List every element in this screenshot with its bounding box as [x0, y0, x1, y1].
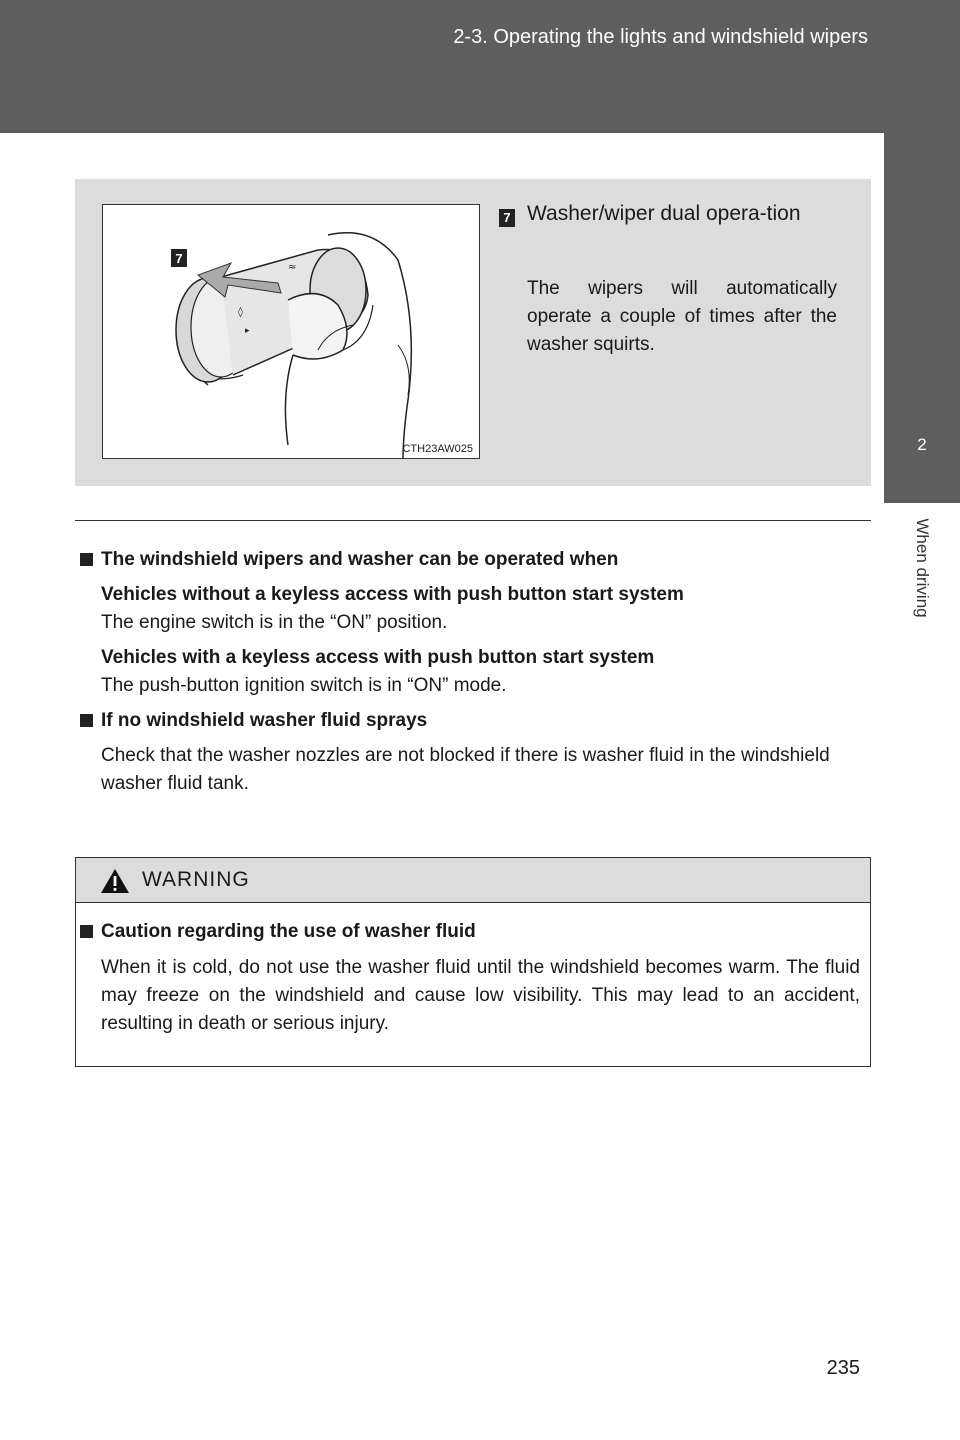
notes-section — [80, 546, 870, 798]
svg-text:≈: ≈ — [288, 262, 297, 273]
step-description: The wipers will automatically operate a couple of times after the washer squirts. — [527, 278, 837, 355]
note-text: The push-button ignition switch is in “ON” mode. — [101, 675, 507, 696]
page-header — [0, 0, 960, 133]
wiper-lever-illustration — [102, 204, 480, 459]
note-heading: The windshield wipers and washer can be operated when — [80, 546, 870, 574]
warning-heading: Caution regarding the use of washer fluid — [80, 918, 860, 946]
warning-triangle-icon — [100, 868, 130, 894]
note-heading: If no windshield washer fluid sprays — [80, 707, 870, 735]
chapter-number: 2 — [917, 435, 927, 454]
bullet-square-icon — [80, 925, 93, 938]
bullet-square-icon — [80, 714, 93, 727]
note-text: The engine switch is in the “ON” position. — [101, 612, 448, 633]
note-subheading: Vehicles with a keyless access with push button start system — [101, 647, 655, 668]
wiper-lever-drawing — [103, 205, 480, 459]
step-title: Washer/wiper dual opera-tion — [527, 202, 801, 225]
section-title: 2-3. Operating the lights and windshield wipers — [453, 26, 868, 48]
section-divider — [75, 520, 871, 521]
warning-box — [75, 857, 871, 1067]
note-text: Check that the washer nozzles are not blocked if there is washer fluid in the windshield washer fluid tank. — [101, 745, 830, 794]
page-number: 235 — [826, 1357, 860, 1379]
svg-text:▸: ▸ — [245, 326, 250, 336]
illustration-step-label: 7 — [175, 251, 183, 266]
note-subheading: Vehicles without a keyless access with push button start system — [101, 584, 684, 605]
chapter-label-wrap — [884, 503, 960, 653]
chapter-label: When driving — [913, 518, 932, 618]
bullet-square-icon — [80, 553, 93, 566]
warning-text: When it is cold, do not use the washer fluid until the windshield becomes warm. The fluid may freeze on the windshield and cause low visibility. This may lead to an accident, resulting in death or serious injury. — [101, 957, 860, 1034]
warning-label: WARNING — [142, 868, 250, 891]
figure-panel — [75, 179, 871, 486]
svg-text:◊: ◊ — [238, 307, 243, 318]
step-badge: 7 — [499, 209, 515, 227]
warning-body — [80, 918, 860, 1038]
chapter-tab — [884, 133, 960, 503]
figure-code: CTH23AW025 — [402, 443, 473, 455]
warning-header — [76, 858, 870, 903]
